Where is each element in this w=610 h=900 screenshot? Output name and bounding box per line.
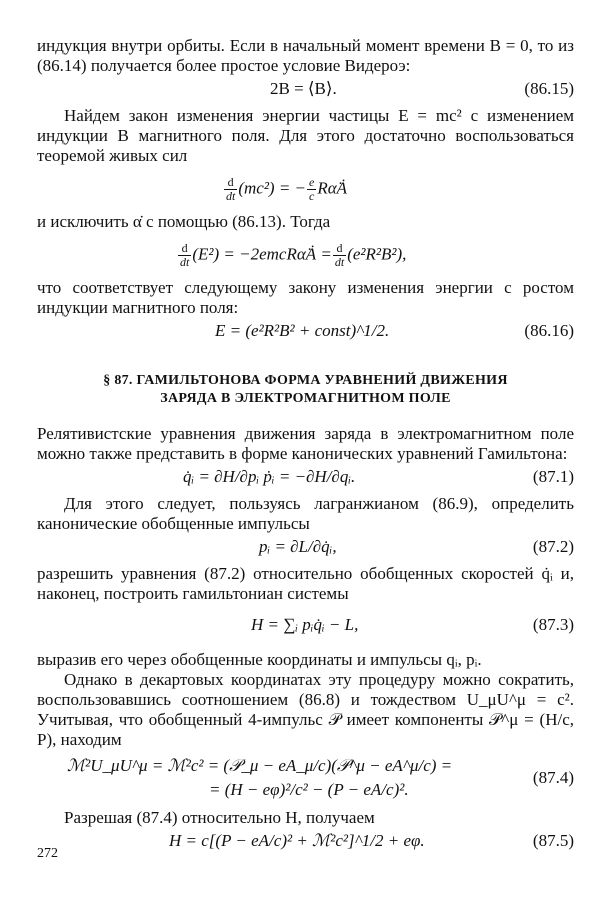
- paragraph: выразив его через обобщенные координаты и импульсы qᵢ, pᵢ.: [37, 650, 482, 669]
- equation-energy-change: [37, 234, 574, 274]
- equation-87-1: [37, 466, 574, 490]
- fraction-d-dt: $\frac{d}{dt}$: [180, 241, 190, 269]
- paragraph: Однако в декартовых координатах эту процедуру можно сократить, воспользовавшись соотношением (86.8) и тождеством U_μU^μ = c². Учитывая, что обобщенный 4-импульс 𝒫 имеет компоненты 𝒫^μ = (H/c, P), находим: [37, 670, 574, 749]
- equation-line: ℳ²U_μU^μ = ℳ²c² = (𝒫_μ − eA_μ/c)(𝒫^μ − eA^μ/c) =: [67, 756, 453, 775]
- paragraph: Для этого следует, пользуясь лагранжианом (86.9), определить канонические обобщенные импульсы: [37, 494, 574, 533]
- section-heading: [37, 372, 574, 408]
- equation-body: H = c[(P − eA/c)² + ℳ²c²]^1/2 + eφ.: [169, 831, 425, 850]
- equation-86-16: [37, 320, 574, 344]
- section-heading-line: § 87. ГАМИЛЬТОНОВА ФОРМА УРАВНЕНИЙ ДВИЖЕНИЯ: [103, 373, 508, 388]
- equation-87-5: [37, 830, 574, 854]
- fraction-d-dt: $\frac{d}{dt}$: [226, 175, 236, 203]
- equation-number: (87.3): [532, 615, 574, 634]
- equation-number: (87.2): [532, 537, 574, 556]
- equation-line: = (H − eφ)²/c² − (P − eA/c)².: [209, 780, 409, 799]
- paragraph: индукция внутри орбиты. Если в начальный момент времени B = 0, то из (86.14) получается более простое условие Видероэ:: [37, 36, 574, 75]
- equation-87-2: [37, 536, 574, 560]
- paragraph: разрешить уравнения (87.2) относительно обобщенных скоростей q̇ᵢ и, наконец, построить гамильтониан системы: [37, 564, 574, 603]
- equation-number: (87.1): [532, 467, 574, 486]
- equation-body: pᵢ = ∂L/∂q̇ᵢ,: [259, 537, 337, 556]
- page-number: 272: [37, 846, 58, 861]
- page-body: [37, 36, 574, 858]
- equation-body: 2B = ⟨B⟩.: [270, 79, 337, 98]
- equation-number: (87.4): [532, 768, 574, 787]
- equation-87-4: [37, 752, 574, 804]
- fraction-d-dt: $\frac{d}{dt}$: [334, 241, 345, 269]
- equation-number: (86.15): [524, 79, 574, 98]
- paragraph: что соответствует следующему закону изменения энергии с ростом индукции магнитного поля:: [37, 278, 574, 317]
- equation-work-energy: [37, 168, 574, 208]
- equation-body: H = ∑ᵢ pᵢq̇ᵢ − L,: [251, 615, 359, 634]
- equation-number: (87.5): [532, 831, 574, 850]
- equation-87-3: [37, 606, 574, 646]
- equation-body: $\frac{d}{dt}$ (E²) = −2emcRα̇Ȧ = $\frac{d}{dt}$ (e²R²B²),: [180, 241, 407, 269]
- paragraph: Найдем закон изменения энергии частицы E = mc² с изменением индукции B магнитного поля. Для этого достаточно воспользоваться теоремой живых сил: [37, 106, 574, 165]
- equation-body: $\frac{d}{dt}$ (mc²) = − $\frac{e}{c}$ Rα̇Ȧ: [226, 175, 348, 203]
- paragraph: Релятивистские уравнения движения заряда в электромагнитном поле можно также представить в форме канонических уравнений Гамильтона:: [37, 424, 574, 463]
- paragraph: и исключить α̇ с помощью (86.13). Тогда: [37, 212, 331, 231]
- equation-body: E = (e²R²B² + const)^1/2.: [215, 321, 390, 340]
- equation-body: q̇ᵢ = ∂H/∂pᵢ ṗᵢ = −∂H/∂qᵢ.: [183, 467, 356, 486]
- section-heading-line: ЗАРЯДА В ЭЛЕКТРОМАГНИТНОМ ПОЛЕ: [160, 391, 451, 406]
- equation-86-15: [37, 78, 574, 102]
- paragraph: Разрешая (87.4) относительно H, получаем: [64, 808, 375, 827]
- equation-number: (86.16): [524, 321, 574, 340]
- fraction-e-c: $\frac{e}{c}$: [309, 175, 315, 203]
